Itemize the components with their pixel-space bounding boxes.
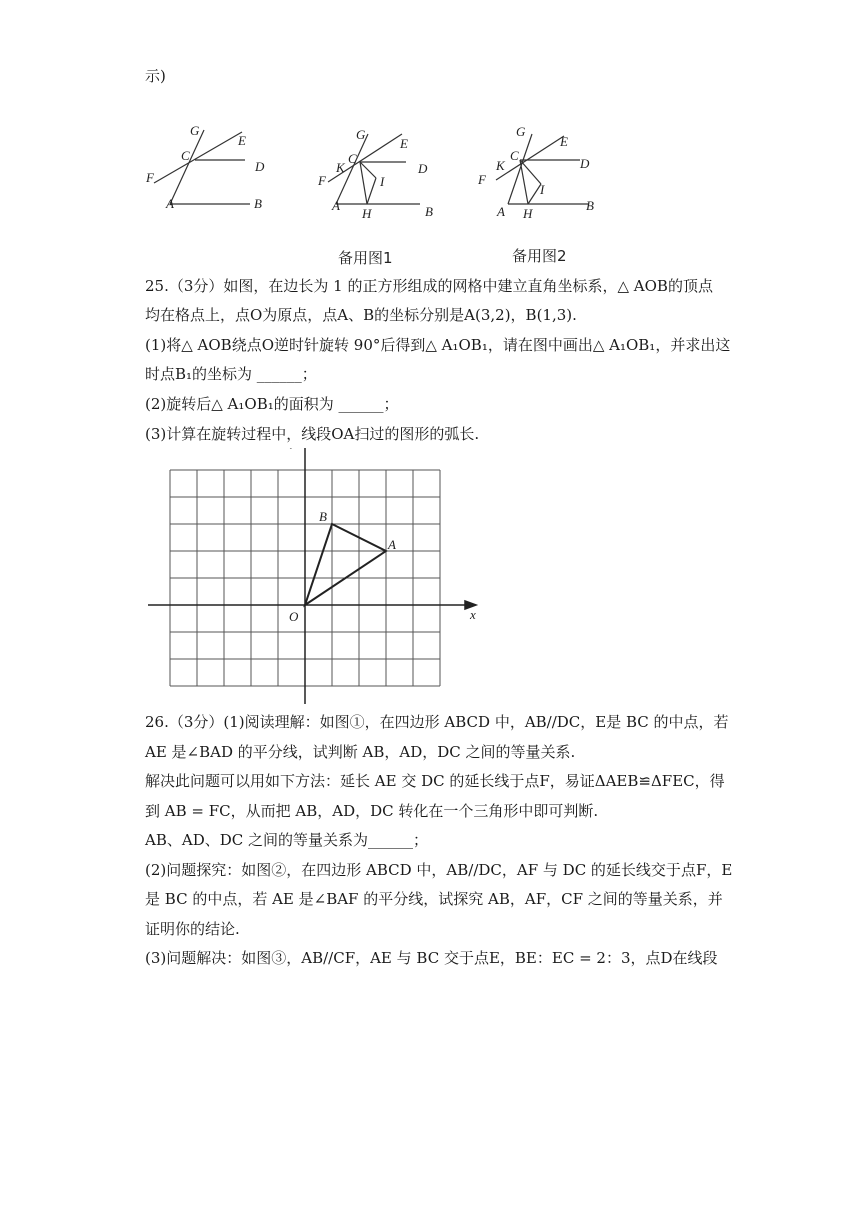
q25-line-1: 25.（3分）如图，在边长为 1 的正方形组成的网格中建立直角坐标系，△ AOB的顶点 [145, 277, 713, 295]
q25-line-3: (1)将△ AOB绕点O逆时针旋转 90°后得到△ A₁OB₁，请在图中画出△ A₁OB₁，并求出这 [145, 336, 731, 354]
label-D-3: D [580, 156, 590, 171]
q26-line-4: 到 AB = FC，从而把 AB，AD，DC 转化在一个三角形中即可判断. [145, 802, 599, 820]
q26-line-8: 证明你的结论. [145, 920, 240, 938]
label-G-1: G [190, 123, 200, 138]
origin-label: O [289, 609, 299, 624]
q24-figures [140, 118, 620, 228]
caption-spare-figure-1: 备用图1 [338, 249, 393, 267]
label-B-2: B [425, 204, 433, 219]
label-E-1: E [238, 133, 246, 148]
label-G-2: G [356, 127, 366, 142]
label-F-3: F [478, 172, 486, 187]
q25-line-5: (2)旋转后△ A₁OB₁的面积为 ______； [145, 395, 399, 413]
label-F-2: F [318, 173, 326, 188]
y-axis-label [289, 448, 297, 449]
q25-coordinate-grid [140, 448, 490, 704]
label-K-2: K [336, 160, 345, 175]
label-B-1: B [254, 196, 262, 211]
label-H-2: H [362, 206, 372, 221]
label-A-1: A [166, 196, 174, 211]
q26-line-9: (3)问题解决：如图③，AB//CF，AE 与 BC 交于点E，BE：EC = 2：3，点D在线段 [145, 949, 718, 967]
q26-line-5: AB、AD、DC 之间的等量关系为______； [145, 831, 428, 849]
label-D-1: D [255, 159, 265, 174]
label-E-2: E [400, 136, 408, 151]
top-fragment: 示) [145, 67, 166, 85]
q25-line-6: (3)计算在旋转过程中，线段OA扫过的图形的弧长. [145, 425, 480, 443]
label-F-1: F [146, 170, 154, 185]
label-A-3: A [497, 204, 505, 219]
point-b-label: B [319, 509, 327, 524]
label-C-2: C [348, 151, 357, 166]
label-G-3: G [516, 124, 526, 139]
q26-line-1: 26.（3分）(1)阅读理解：如图①，在四边形 ABCD 中，AB//DC，E是 BC 的中点，若 [145, 713, 729, 731]
q26-line-6: (2)问题探究：如图②，在四边形 ABCD 中，AB//DC，AF 与 DC 的延长线交于点F，E [145, 861, 733, 879]
label-D-2: D [418, 161, 428, 176]
point-a-label: A [388, 537, 396, 552]
q26-line-2: AE 是∠BAD 的平分线，试判断 AB，AD，DC 之间的等量关系. [145, 743, 576, 761]
label-K-3: K [496, 158, 505, 173]
q25-line-2: 均在格点上，点O为原点，点A、B的坐标分别是A(3,2)，B(1,3). [145, 306, 577, 324]
label-I-2: I [380, 174, 385, 189]
triangle-aob [305, 524, 386, 605]
label-A-2: A [332, 198, 340, 213]
x-axis-label: x [470, 607, 476, 622]
q26-line-3: 解决此问题可以用如下方法：延长 AE 交 DC 的延长线于点F，易证ΔAEB≌ΔFEC，得 [145, 772, 725, 790]
q25-line-4: 时点B₁的坐标为 ______； [145, 365, 317, 383]
label-I-3: I [540, 182, 545, 197]
label-E-3: E [560, 134, 568, 149]
q26-line-7: 是 BC 的中点，若 AE 是∠BAF 的平分线，试探究 AB，AF，CF 之间的等量关系，并 [145, 890, 723, 908]
label-B-3: B [586, 198, 594, 213]
caption-spare-figure-2: 备用图2 [512, 247, 567, 265]
label-C-1: C [181, 148, 190, 163]
label-C-3: C [510, 148, 519, 163]
label-H-3: H [523, 206, 533, 221]
